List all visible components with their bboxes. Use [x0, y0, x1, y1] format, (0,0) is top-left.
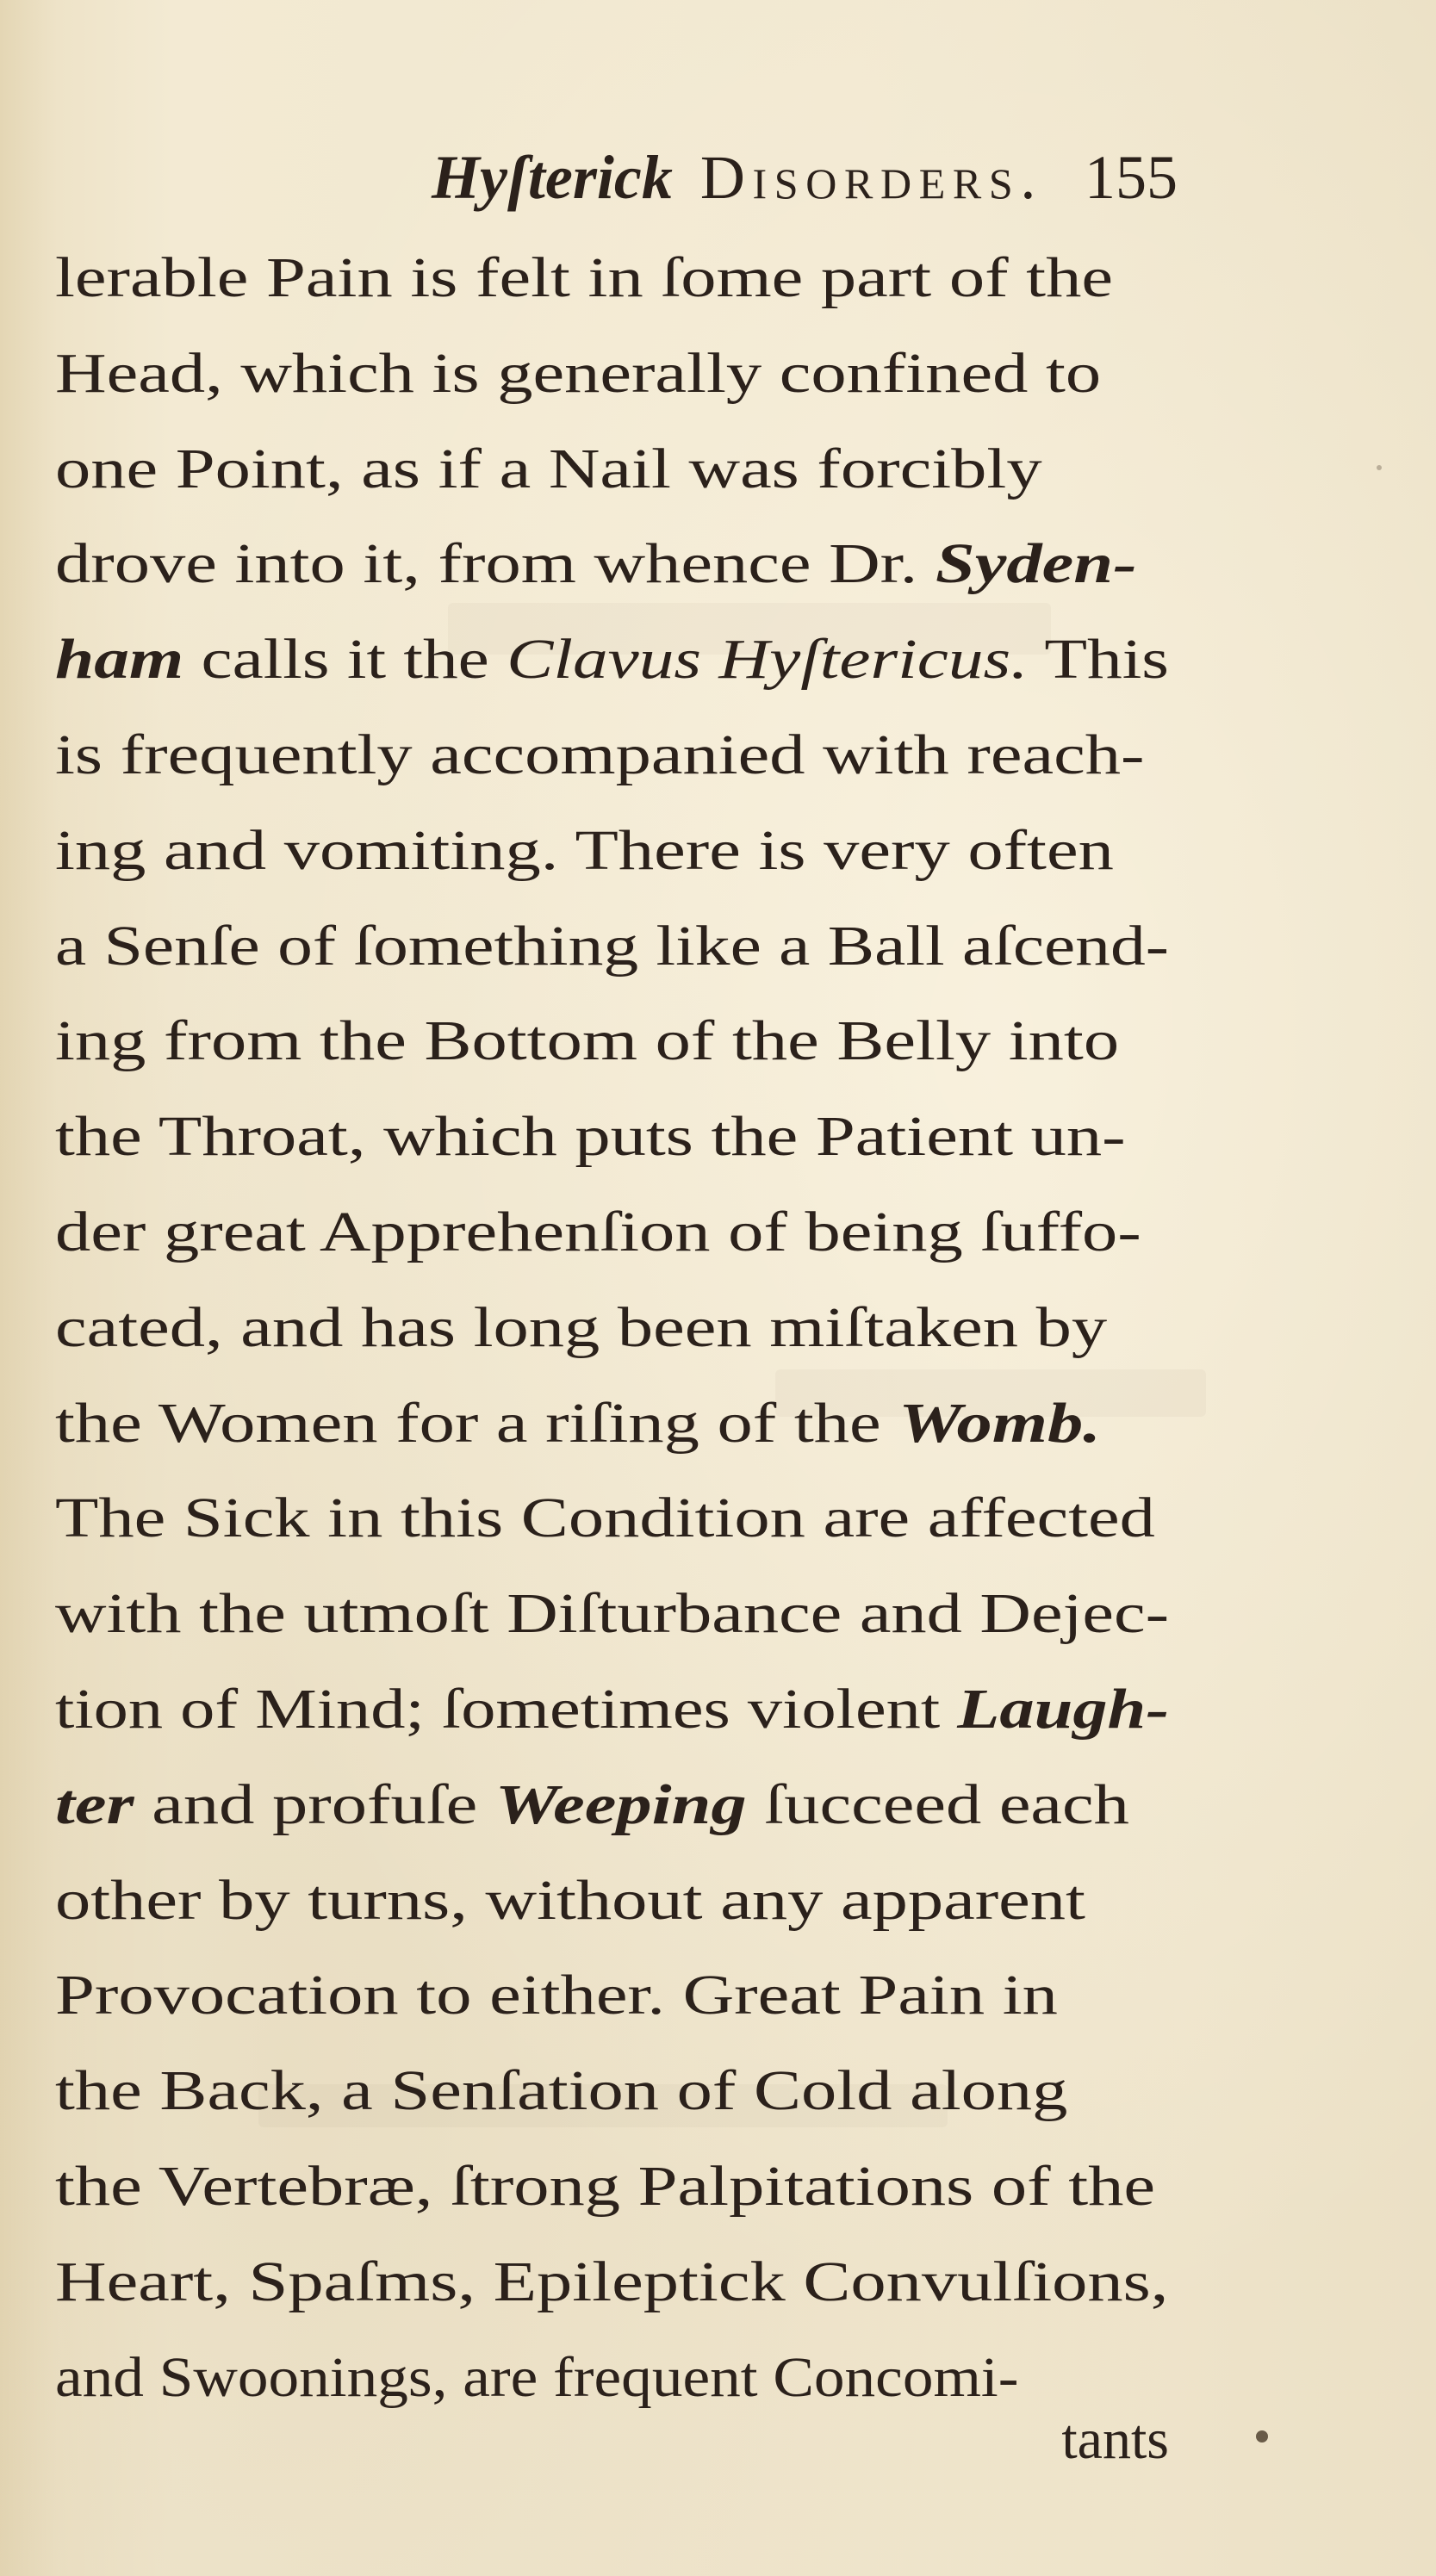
text-run: the Throat, which puts the Patient un- — [55, 1105, 1126, 1169]
text-line — [55, 437, 1042, 500]
text-line — [55, 1487, 1155, 1550]
text-line — [55, 1964, 1058, 2027]
text-line — [55, 2345, 1019, 2409]
text-line — [55, 1868, 1085, 1932]
text-line — [55, 2155, 1156, 2218]
text-run: Laugh- — [957, 1678, 1170, 1741]
text-run: Weeping — [494, 1772, 747, 1836]
text-run: The Sick in this Condition are affected — [55, 1487, 1155, 1550]
text-run: and profuſe — [134, 1772, 495, 1836]
page-number: 155 — [1085, 143, 1178, 212]
text-run: tion of Mind; ſometimes violent — [55, 1678, 958, 1741]
text-run: ing from the Bottom of the Belly into — [55, 1009, 1120, 1073]
text-line — [55, 818, 1114, 882]
text-run: Syden- — [935, 532, 1137, 596]
text-line — [55, 1105, 1126, 1169]
ink-spot — [1377, 465, 1382, 470]
text-run: ſucceed each — [746, 1772, 1129, 1836]
ink-spot — [1256, 2430, 1268, 2443]
text-line — [55, 2250, 1169, 2313]
text-run: with the utmoſt Diſturbance and Dejec- — [55, 1582, 1170, 1646]
text-line — [55, 723, 1145, 786]
text-line — [55, 1582, 1170, 1646]
running-title-caps: Disorders. — [699, 143, 1043, 212]
text-run: other by turns, without any apparent — [55, 1868, 1085, 1932]
running-title-italic: Hyſterick — [431, 143, 673, 212]
catchword: tants — [1061, 2408, 1169, 2471]
text-line — [55, 1772, 1129, 1836]
text-line — [55, 246, 1113, 309]
text-run: is frequently accompanied with reach- — [55, 723, 1145, 786]
text-line — [55, 1678, 1170, 1741]
text-run: the Vertebræ, ſtrong Palpitations of the — [55, 2155, 1156, 2218]
text-line — [55, 914, 1169, 978]
text-line — [55, 1201, 1141, 1263]
text-run: one Point, as if a Nail was forcibly — [55, 437, 1042, 500]
text-run: der great Apprehenſion of being ſuffo- — [55, 1201, 1141, 1263]
text-run: cated, and has long been miſtaken by — [55, 1295, 1108, 1359]
text-run: calls it the — [183, 628, 507, 692]
text-line — [55, 628, 1169, 692]
text-line — [55, 1009, 1120, 1073]
text-run: ter — [55, 1772, 134, 1836]
text-line — [55, 532, 1137, 596]
text-run: lerable Pain is felt in ſome part of the — [55, 246, 1113, 309]
text-run: This — [1028, 628, 1169, 692]
text-run: ing and vomiting. There is very often — [55, 818, 1114, 882]
text-run: ham — [55, 628, 184, 692]
text-run: the Back, a Senſation of Cold along — [55, 2059, 1068, 2123]
text-run: and Swoonings, are frequent Concomi- — [55, 2345, 1019, 2409]
text-line — [55, 1295, 1108, 1359]
text-run: the Women for a riſing of the — [55, 1391, 899, 1455]
text-run: Provocation to either. Great Pain in — [55, 1964, 1058, 2027]
text-line — [55, 1391, 1101, 1455]
text-run: Clavus Hyſtericus. — [507, 628, 1029, 692]
text-run: Head, which is generally confined to — [55, 341, 1102, 405]
text-line — [55, 341, 1102, 405]
text-run: Heart, Spaſms, Epileptick Convulſions, — [55, 2250, 1169, 2313]
running-header — [431, 143, 1178, 212]
text-run: Womb. — [898, 1391, 1101, 1455]
text-line — [55, 2059, 1068, 2123]
text-run: a Senſe of ſomething like a Ball aſcend- — [55, 914, 1169, 978]
text-run: drove into it, from whence Dr. — [55, 532, 936, 596]
